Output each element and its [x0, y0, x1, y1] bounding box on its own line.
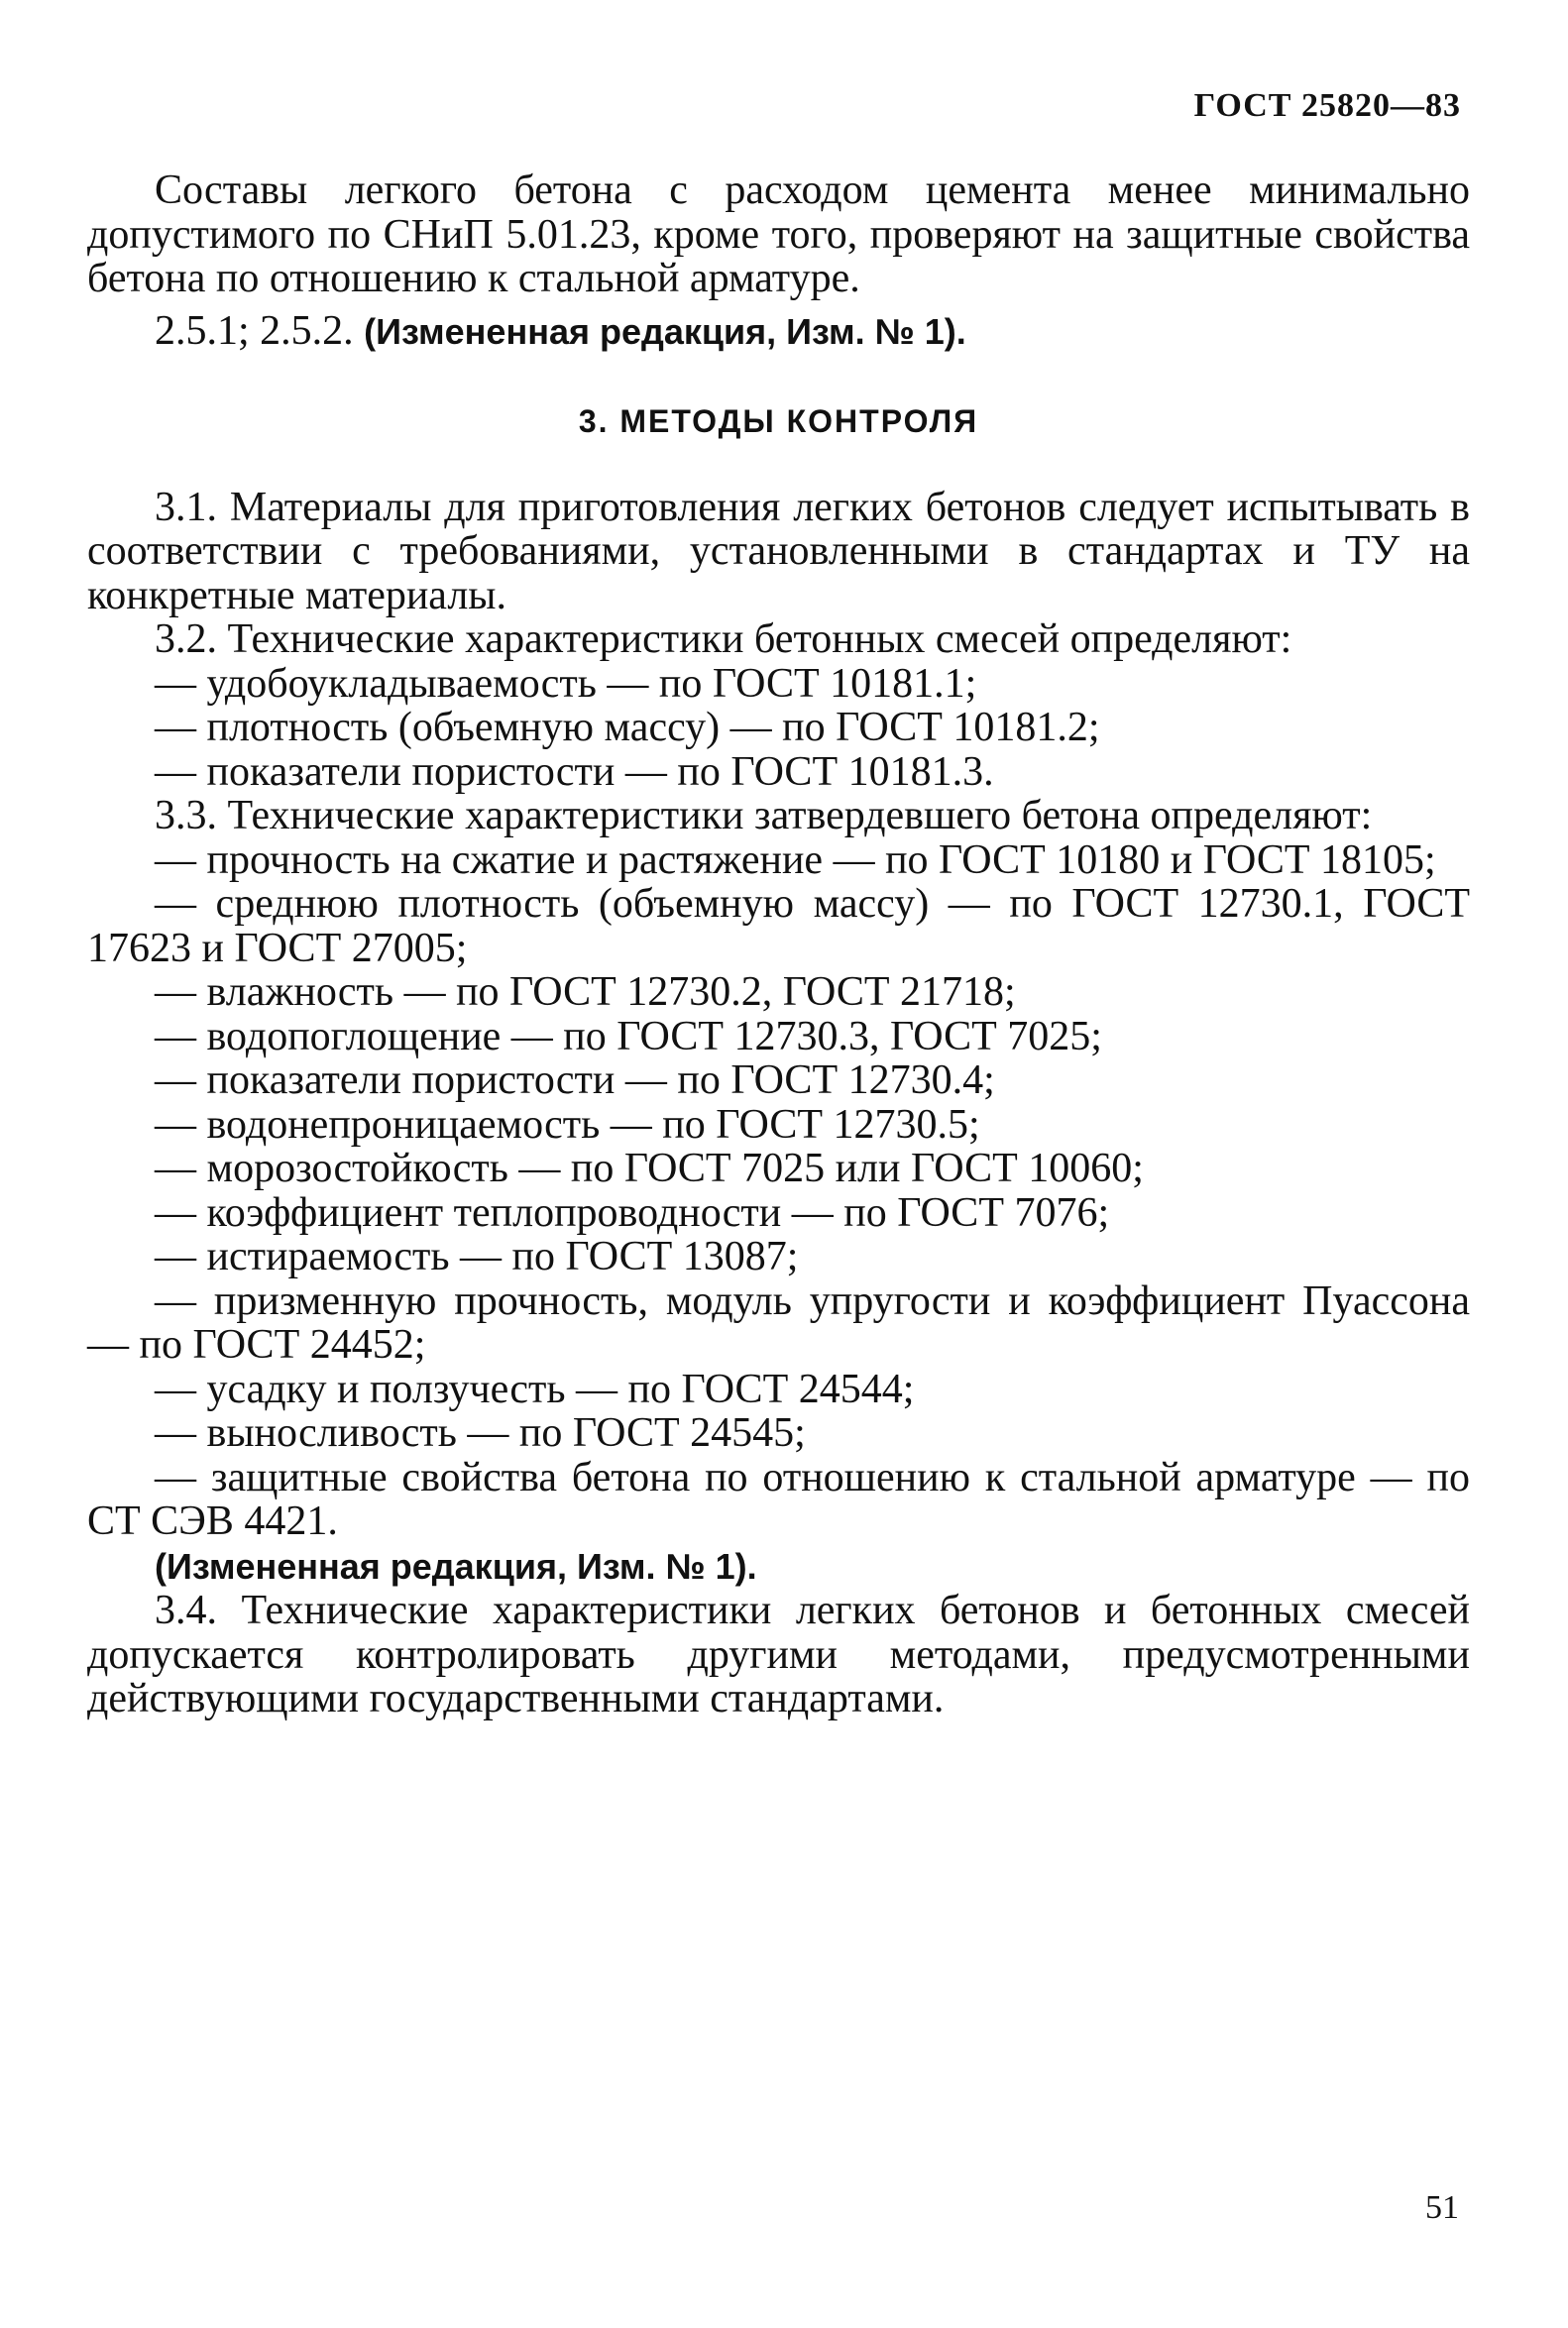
list-item: — морозостойкость — по ГОСТ 7025 или ГОСТ 10060;: [155, 1146, 1144, 1191]
list-item: — показатели пористости — по ГОСТ 12730.4;: [155, 1057, 995, 1103]
list-item: — истираемость — по ГОСТ 13087;: [155, 1234, 799, 1279]
paragraph-3-2: 3.2. Технические характеристики бетонных смесей определяют:: [155, 616, 1292, 662]
list-item: — защитные свойства бетона по отношению к стальной арматуре — по СТ СЭВ 4421.: [87, 1454, 1470, 1544]
section-title: 3. МЕТОДЫ КОНТРОЛЯ: [578, 403, 979, 439]
list-item: — коэффициент теплопроводности — по ГОСТ 7076;: [155, 1189, 1110, 1236]
paragraph-3-1: 3.1. Материалы для приготовления легких бетонов следует испытывать в соответствии с требованиями, установленными в стандартах и ТУ на конкретные материалы.: [87, 484, 1470, 618]
list-item: — среднюю плотность (объемную массу) — по ГОСТ 12730.1, ГОСТ 17623 и ГОСТ 27005;: [87, 881, 1470, 971]
intro-edition-note: (Измененная редакция, Изм. № 1).: [364, 310, 966, 352]
paragraph-3-4: 3.4. Технические характеристики легких бетонов и бетонных смесей допускается контролировать другими методами, предусмотренными действующими государственными стандартами.: [87, 1588, 1470, 1721]
section-edition-note: (Измененная редакция, Изм. № 1).: [155, 1545, 757, 1587]
page-header-standard: ГОСТ 25820—83: [1193, 87, 1461, 124]
page-content: [87, 168, 1470, 1721]
page-number: 51: [1425, 2189, 1459, 2226]
list-item: — водонепроницаемость — по ГОСТ 12730.5;: [155, 1101, 980, 1148]
list-item: — призменную прочность, модуль упругости и коэффициент Пуассона — по ГОСТ 24452;: [87, 1277, 1470, 1368]
list-item: — выносливость — по ГОСТ 24545;: [155, 1410, 806, 1456]
section-edition-line: [87, 1544, 1470, 1590]
list-item: — водопоглощение — по ГОСТ 12730.3, ГОСТ 7025;: [155, 1013, 1102, 1059]
list-item: — влажность — по ГОСТ 12730.2, ГОСТ 21718;: [155, 969, 1016, 1015]
list-item: — удобоукладываемость — по ГОСТ 10181.1;: [155, 660, 977, 707]
intro-edition-line: [87, 309, 1470, 355]
list-item: — плотность (объемную массу) — по ГОСТ 10181.2;: [155, 705, 1100, 750]
intro-paragraph: Составы легкого бетона с расходом цемента менее минимально допустимого по СНиП 5.01.23, кроме того, проверяют на защитные свойства бетона по отношению к стальной арматуре.: [87, 167, 1470, 301]
paragraph-3-3: 3.3. Технические характеристики затвердевшего бетона определяют:: [155, 793, 1373, 838]
list-item: — показатели пористости — по ГОСТ 10181.3.: [155, 748, 994, 795]
intro-refs: 2.5.1; 2.5.2.: [155, 307, 354, 354]
list-item: — усадку и ползучесть — по ГОСТ 24544;: [155, 1366, 915, 1412]
list-item: — прочность на сжатие и растяжение — по ГОСТ 10180 и ГОСТ 18105;: [155, 836, 1436, 883]
